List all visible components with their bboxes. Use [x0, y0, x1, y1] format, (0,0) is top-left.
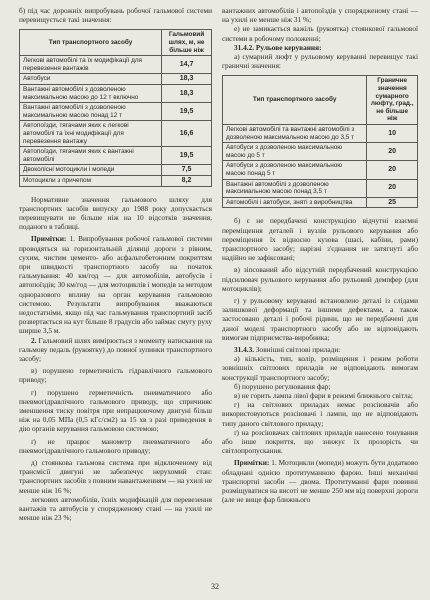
vehicle-type-cell: Автобуси — [20, 74, 162, 85]
header-vehicle-type: Тип транспортного засобу — [223, 76, 367, 125]
note-label: Примітки: — [234, 458, 270, 468]
paragraph-play: а) сумарний люфт у рульовому керуванні перевищує такі граничні значення: — [222, 52, 418, 71]
table-header-row — [223, 76, 418, 125]
section-steering — [222, 43, 418, 52]
table-row — [223, 143, 418, 161]
value-cell: 20 — [367, 161, 418, 179]
paragraph-g2-lights: ґ) на розсіювачах світлових приладів нанесено тонування або інше покриття, що знижує їх прозорість чи світлопропускання. — [222, 427, 418, 456]
vehicle-type-cell: Вантажні автомобілі з дозволеною максимальною масою понад 3,5 т — [223, 179, 367, 197]
header-play-limit: Граничне значення сумарного люфту, град., не більше ніж — [367, 76, 418, 125]
value-cell: 20 — [367, 179, 418, 197]
vehicle-type-cell: Вантажні автомобілі з дозволеною максимальною масою до 12 т включно — [20, 84, 162, 102]
paragraph-g-lights: г) на світлових приладах немає розсіювачів або використовуються розсіювачі і лампи, що не відповідають типу даного світлового приладу; — [222, 400, 418, 428]
table-row — [20, 84, 212, 102]
section-number: 31.4.3. — [234, 344, 255, 354]
value-cell: 7,5 — [162, 165, 212, 176]
note-2-number: 2. — [31, 335, 37, 345]
paragraph-v-lights: в) не горить лампа лівої фари в режимі ближнього світла; — [234, 390, 413, 400]
table-header-row — [20, 30, 212, 56]
table-row — [20, 121, 212, 147]
table-row — [223, 197, 418, 208]
steering-play-table — [222, 75, 418, 208]
section-number: 31.4.2. — [234, 42, 255, 52]
table-row — [223, 161, 418, 179]
paragraph-g-steering: г) у рульовому керуванні встановлено деталі із слідами залишкової деформації та іншими дефектами, а також застосовано деталі і робочі рідини, що не передбачені для даної моделі транспортного засобу або не відповідають вимогам підприємства-виробника; — [222, 295, 418, 342]
table-row — [20, 165, 212, 176]
paragraph-d: д) стоянкова гальмова система при відключеному від трансмісії двигуні не забезпечує нерухомий стан: транспортних засобів з повним навантаженням — на ухилі не менше ніж 16 %; — [19, 457, 212, 495]
value-cell: 14,7 — [162, 56, 212, 74]
table-row — [20, 175, 212, 186]
paragraph-lever: е) не замикається важіль (рукоятка) стоянкової гальмової системи в робочому положенні; — [222, 24, 418, 43]
vehicle-type-cell: Автобуси з дозволеною максимальною масою понад 5 т — [223, 161, 367, 179]
vehicle-type-cell: Автомобілі і автобуси, зняті з виробництва — [223, 197, 367, 208]
value-cell: 18,3 — [162, 74, 212, 85]
table-row — [20, 74, 212, 85]
vehicle-type-cell: Автопоїзди, тягачами яких є вантажні автомобілі — [20, 147, 162, 165]
note-2 — [19, 336, 212, 364]
note-fog-text: 1. Мотоцикли (мопеди) можуть бути додатково обладнані однією протитуманною фарою. Інші механічні транспортні засоби — двома. Протитуманні фари повинні розміщуватися на висоті не менше 250 мм від поверхні дороги (але не вище фар ближнього — [222, 458, 418, 505]
value-cell: 20 — [367, 143, 418, 161]
section-lights — [222, 345, 418, 354]
paragraph-e: легкових автомобілів, їхніх модифікацій для перевезення вантажів та автобусів у спорядженому стані — на ухилі не менше ніж 23 %; — [19, 494, 212, 523]
table-row — [20, 56, 212, 74]
value-cell: 16,6 — [162, 121, 212, 147]
braking-distance-table — [19, 29, 212, 186]
paragraph-a-lights: а) кількість, тип, колір, розміщення і режим роботи зовнішніх світлових приладів не відповідають вимогам конструкції транспортного засобу; — [222, 354, 418, 382]
note-1 — [19, 234, 212, 335]
vehicle-type-cell: Вантажні автомобілі з дозволеною максимальною масою понад 12 т — [20, 103, 162, 121]
table-row — [223, 179, 418, 197]
value-cell: 10 — [367, 124, 418, 142]
page-number: 32 — [211, 582, 219, 591]
left-column — [19, 6, 212, 522]
note-2-text: Гальмовий шлях вимірюється з моменту натискання на гальмову педаль (рукоятку) до повної зупинки транспортного засобу; — [19, 335, 212, 363]
normative-paragraph: Нормативне значення гальмового шляху для транспортних засобів випуску до 1988 року допускається перевищувати не більше ніж на 10 відсотків значення, поданого в таблиці. — [19, 194, 212, 232]
table-row — [223, 124, 418, 142]
section-title: Рульове керування: — [255, 42, 322, 52]
paragraph-g2: ґ) не працює манометр пневматичного або пневмогідравлічного гальмового приводу; — [19, 436, 212, 455]
section-title: Зовнішні світлові прилади: — [255, 344, 341, 354]
table-row — [20, 147, 212, 165]
note-fog-lamps — [222, 458, 418, 504]
table-row — [20, 103, 212, 121]
header-braking-distance: Гальмовий шлях, м, не більше ніж — [162, 30, 212, 56]
vehicle-type-cell: Мотоцикли з причепом — [20, 175, 162, 186]
paragraph-b-steering: б) є не передбачені конструкцією відчутні взаємні переміщення деталей і вузлів рульового керування або переміщення їх відносно кузова (шасі, кабіни, рами) транспортного засобу; нарізні з'єднання не затягнуті або надійно не зафіксовані; — [222, 216, 418, 263]
value-cell: 8,2 — [162, 175, 212, 186]
value-cell: 19,5 — [162, 103, 212, 121]
value-cell: 18,3 — [162, 84, 212, 102]
note-label: Примітки: — [31, 234, 67, 244]
header-vehicle-type: Тип транспортного засобу — [20, 30, 162, 56]
vehicle-type-cell: Легкові автомобілі та їх модифікації для перевезення вантажів — [20, 56, 162, 74]
vehicle-type-cell: Автобуси з дозволеною максимальною масою до 5 т — [223, 143, 367, 161]
paragraph-v-steering: в) зіпсований або відсутній передбачений конструкцією підсилювач рульового керування або рульовий демпфер (для мотоциклів); — [222, 265, 418, 293]
vehicle-type-cell: Двоколісні мотоцикли і мопеди — [20, 165, 162, 176]
paragraph-b-lights: б) порушено регулювання фар; — [234, 381, 331, 391]
note-1-text: 1. Випробування робочої гальмової системи проводяться на горизонтальній ділянці дороги з рівним, сухим, чистим цементо- або асфальтобетонним покриттям при швидкості транспортного засобу на початок гальмування: 40 км/год — для автомобілів, автобусів і автопоїздів; 30 км/год — для мотоциклів і мопедів за методом одноразового впливу на орган керування гальмовою системою. Результати випробування вважаються недостатніми, якщо під час гальмування транспортний засіб розвертається на кут більше 8 градусів або займає смугу руху ширше 3,5 м. — [19, 234, 212, 336]
paragraph-g: г) порушено герметичність пневматичного або пневмогідравлічного гальмового приводу, що спричиняє зменшення тиску повітря при непрацюючому двигуні більш ніж на 0,05 МПа (0,5 кГс/см2) за 15 хв з разі приведення в дію органів керування гальмовою системою; — [19, 387, 212, 434]
vehicle-type-cell: Автопоїзди, тягачами яких є легкові автомобілі та їхні модифікації для перевезення вантажу — [20, 121, 162, 147]
value-cell: 25 — [367, 197, 418, 208]
paragraph-trucks: вантажних автомобілів і автопоїздів у спорядженому стані — на ухилі не менше ніж 31 %; — [222, 6, 418, 25]
value-cell: 19,5 — [162, 147, 212, 165]
paragraph-v: в) порушено герметичність гідравлічного гальмового приводу; — [19, 366, 212, 385]
right-column — [222, 6, 418, 504]
vehicle-type-cell: Легкові автомобілі та вантажні автомобілі з дозволеною максимальною масою до 3,5 т — [223, 124, 367, 142]
paragraph-b: б) під час дорожніх випробувань робочої гальмової системи перевищується такі значення: — [19, 6, 212, 25]
